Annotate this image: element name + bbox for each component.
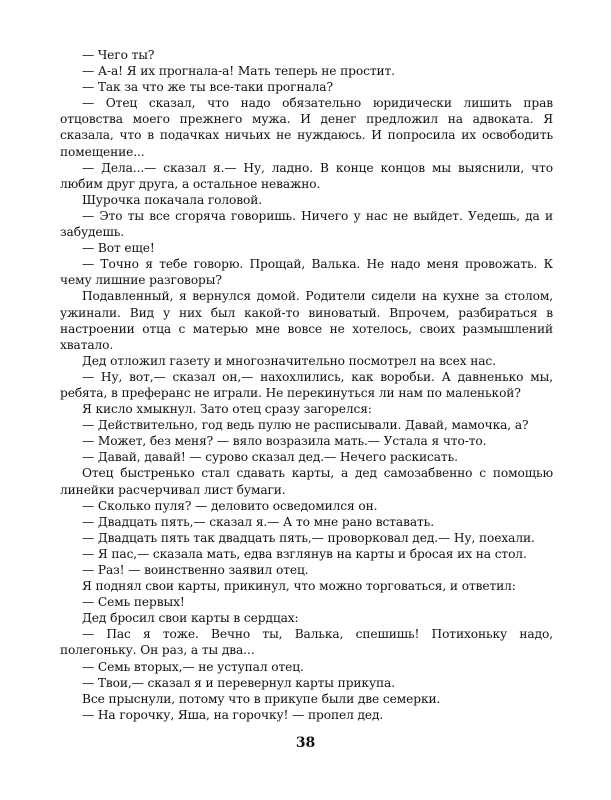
paragraph: — Это ты все сгоряча говоришь. Ничего у нас не выйдет. Уедешь, да и забудешь. — [60, 208, 553, 240]
paragraph: — Дела...— сказал я.— Ну, ладно. В конце концов мы выяснили, что любим друг друга, а остальное неважно. — [60, 160, 553, 191]
paragraph: — Семь первых! — [82, 595, 185, 610]
paragraph: — Чего ты? — [82, 48, 155, 62]
paragraph: — Так за что же ты все-таки прогнала? — [82, 80, 333, 95]
paragraph: — Отец сказал, что надо обязательно юридически лишить прав отцовства моего прежнего мужа. И денег предложил на адвоката. Я сказала, что в подачках ничьих не нуждаюсь. И попросила их освободить помещение... — [60, 96, 553, 159]
paragraph: — Двадцать пять так двадцать пять,— проворковал дед.— Ну, поехали. — [82, 530, 535, 545]
paragraph: — Действительно, год ведь пулю не расписывали. Давай, мамочка, а? — [82, 418, 529, 433]
paragraph: — На горочку, Яша, на горочку! — пропел дед. — [82, 707, 384, 722]
paragraph: — Может, без меня? — вяло возразила мать.— Устала я что-то. — [82, 434, 487, 449]
paragraph: Все прыснули, потому что в прикупе были две семерки. — [82, 691, 441, 706]
paragraph: — Давай, давай! — сурово сказал дед.— Нечего раскисать. — [82, 450, 458, 465]
paragraph: Отец быстренько стал сдавать карты, а дед самозабвенно с помощью линейки расчерчивал лист бумаги. — [60, 466, 553, 497]
paragraph: — Двадцать пять,— сказал я.— А то мне рано вставать. — [82, 514, 434, 529]
paragraph: Дед отложил газету и многозначительно посмотрел на всех нас. — [82, 353, 496, 368]
page-number: 38 — [295, 735, 316, 751]
paragraph: — Я пас,— сказала мать, едва взглянув на карты и бросая их на стол. — [82, 546, 527, 561]
text-block — [60, 47, 553, 723]
paragraph: — Раз! — воинственно заявил отец. — [82, 563, 309, 577]
paragraph: — Твои,— сказал я и перевернул карты прикупа. — [82, 675, 395, 690]
paragraph: — Вот еще! — [82, 241, 155, 256]
paragraph: Я поднял свои карты, прикинул, что можно торговаться, и ответил: — [82, 579, 516, 594]
paragraph: — А-а! Я их прогнала-а! Мать теперь не простит. — [82, 64, 395, 79]
paragraph: Дед бросил свои карты в сердцах: — [82, 611, 299, 626]
paragraph: Подавленный, я вернулся домой. Родители сидели на кухне за столом, ужинали. Вид у них был какой-то виноватый. Впрочем, разбираться в настроении отца с матерью мне вовсе не хотелось, своих размышлений хватало. — [60, 289, 553, 352]
paragraph: Я кисло хмыкнул. Зато отец сразу загорелся: — [82, 402, 372, 417]
paragraph: — Точно я тебе говорю. Прощай, Валька. Не надо меня провожать. К чему лишние разговоры? — [60, 257, 553, 288]
paragraph: — Пас я тоже. Вечно ты, Валька, спешишь! Потихоньку надо, полегоньку. Он раз, а ты два... — [60, 627, 553, 658]
paragraph: — Ну, вот,— сказал он,— нахохлились, как воробьи. А давненько мы, ребята, в преферанс не играли. Не перекинуться ли нам по маленькой? — [60, 369, 553, 400]
paragraph: — Семь вторых,— не уступал отец. — [82, 659, 304, 674]
paragraph: Шурочка покачала головой. — [82, 192, 263, 207]
paragraph: — Сколько пуля? — деловито осведомился он. — [82, 498, 378, 513]
